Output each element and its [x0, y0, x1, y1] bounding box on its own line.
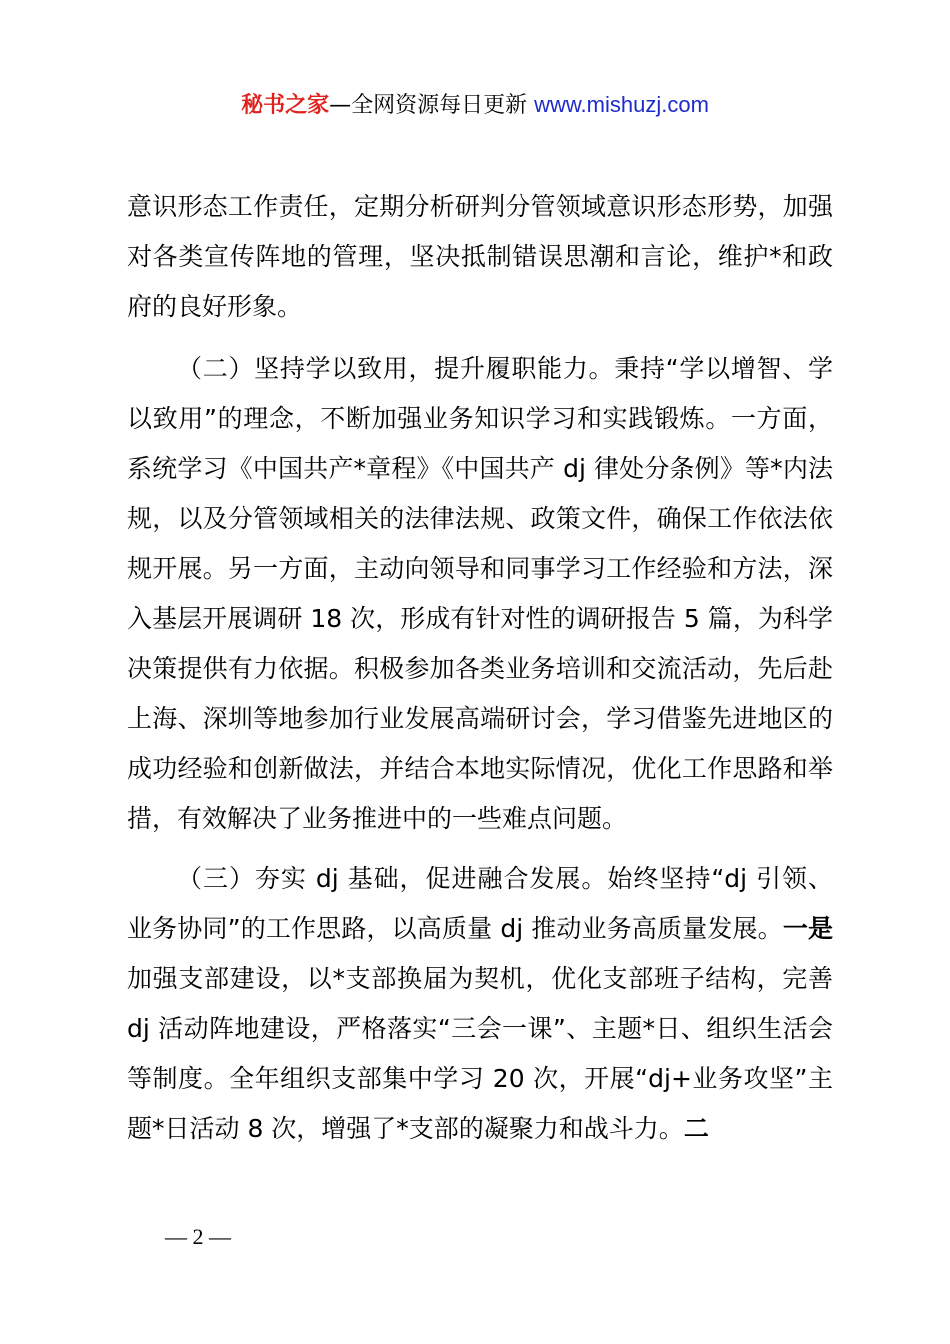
point-2-marker: 二	[683, 1114, 709, 1143]
header-slogan: —全网资源每日更新	[329, 93, 535, 118]
paragraph-section-3	[127, 854, 833, 1154]
page-number: — 2 —	[165, 1224, 231, 1249]
site-header	[0, 88, 950, 123]
section-3-lead: （三）夯实 dj 基础，促进融合发展。始终坚持“dj 引领、业务协同”的工作思路，以高质量 dj 推动业务高质量发展。	[127, 864, 833, 943]
document-body	[127, 182, 833, 1154]
point-1-text: 加强支部建设，以*支部换届为契机，优化支部班子结构，完善 dj 活动阵地建设，严格落实“三会一课”、主题*日、组织生活会等制度。全年组织支部集中学习 20 次，开展“dj+业务攻坚”主题*日活动 8 次，增强了*支部的凝聚力和战斗力。	[127, 964, 833, 1143]
brand-name: 秘书之家	[241, 93, 330, 118]
paragraph-continuation: 意识形态工作责任，定期分析研判分管领域意识形态形势，加强对各类宣传阵地的管理，坚决抵制错误思潮和言论，维护*和政府的良好形象。	[127, 192, 833, 321]
paragraph-section-2: （二）坚持学以致用，提升履职能力。秉持“学以增智、学以致用”的理念，不断加强业务知识学习和实践锻炼。一方面，系统学习《中国共产*章程》《中国共产 dj 律处分条例》等*内法规，以及分管领域相关的法律法规、政策文件，确保工作依法依规开展。另一方面，主动向领导和同事学习工作经验和方法，深入基层开展调研 18 次，形成有针对性的调研报告 5 篇，为科学决策提供有力依据。积极参加各类业务培训和交流活动，先后赴上海、深圳等地参加行业发展高端研讨会，学习借鉴先进地区的成功经验和创新做法，并结合本地实际情况，优化工作思路和举措，有效解决了业务推进中的一些难点问题。	[127, 354, 833, 833]
site-url[interactable]: www.mishuzj.com	[534, 92, 709, 117]
point-1-marker: 一是	[782, 914, 833, 943]
